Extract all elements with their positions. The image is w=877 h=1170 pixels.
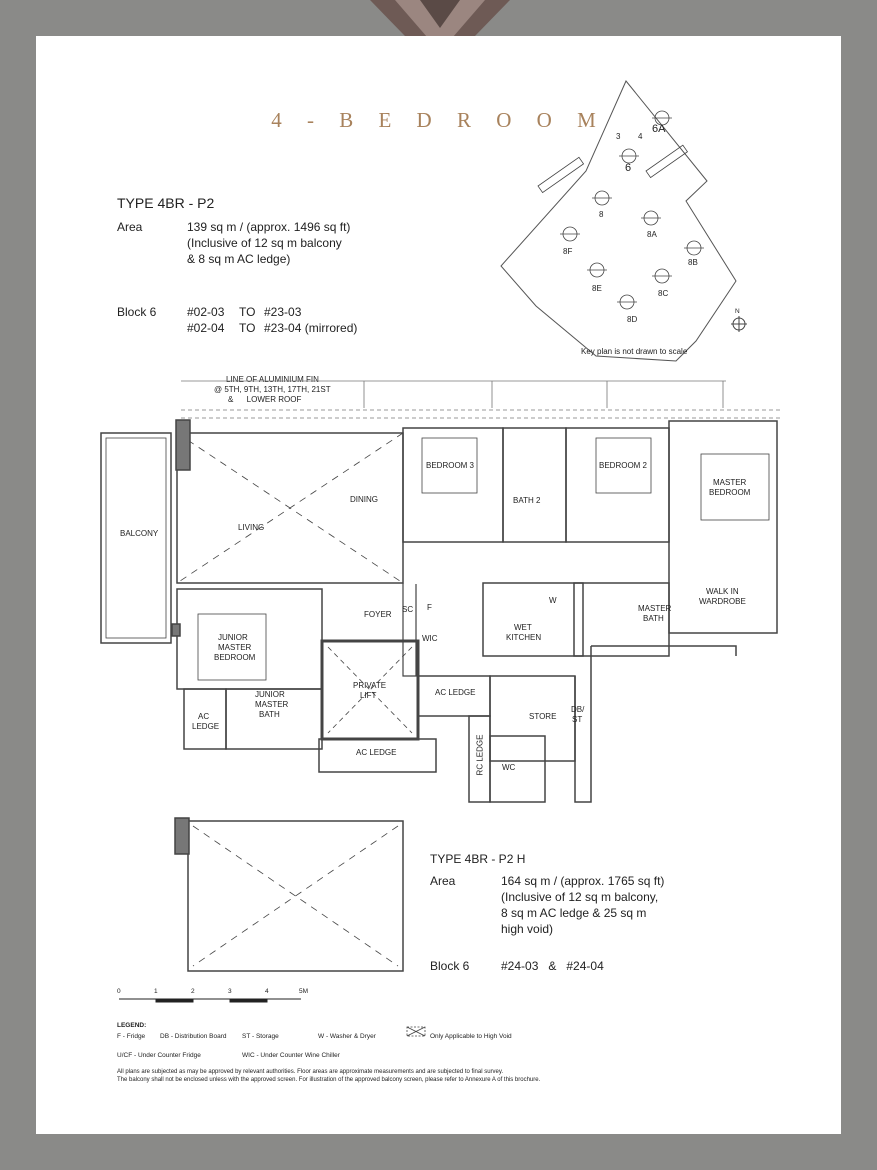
type-p2h-units: #24-03 & #24-04	[501, 959, 604, 973]
room-db-st: ST	[572, 715, 583, 724]
room-bedroom-2: BEDROOM 2	[599, 461, 648, 470]
room-bedroom-3: BEDROOM 3	[426, 461, 475, 470]
scale-tick: 0	[117, 988, 121, 995]
legend-item: DB - Distribution Board	[160, 1033, 227, 1040]
scale-tick: 3	[228, 988, 232, 995]
room-wet-kitchen: KITCHEN	[506, 633, 542, 642]
room-junior-master-bedroom: BEDROOM	[214, 653, 256, 662]
room-balcony: BALCONY	[120, 529, 159, 538]
room-rc-ledge: RC LEDGE	[475, 734, 485, 776]
room-walk-in-wardrobe: WALK IN	[706, 587, 739, 596]
key-block-6: 6	[625, 162, 632, 174]
room-sc: SC	[402, 605, 414, 614]
fin-note-line: LINE OF ALUMINIUM FIN	[226, 375, 319, 384]
room-junior-master-bedroom: JUNIOR	[218, 633, 248, 642]
legend-item: ST - Storage	[242, 1033, 279, 1040]
type-p2h-area-label: Area	[430, 874, 456, 888]
room-junior-master-bedroom: MASTER	[218, 643, 252, 652]
legend-item: W - Washer & Dryer	[318, 1033, 376, 1040]
unit-from: #02-03	[187, 305, 225, 319]
key-block-8b: 8B	[688, 258, 698, 267]
legend-title: LEGEND:	[117, 1022, 147, 1029]
room-ac-ledge-bottom: AC LEDGE	[356, 748, 397, 757]
unit-to-word: TO	[239, 305, 256, 319]
legend-item: F - Fridge	[117, 1033, 146, 1040]
room-junior-master-bath: MASTER	[255, 700, 289, 709]
type-p2h-heading: TYPE 4BR - P2 H	[430, 852, 526, 866]
key-plan-note: Key plan is not drawn to scale	[581, 347, 688, 356]
room-private-lift: LIFT	[360, 691, 377, 700]
type-p2-area-line: & 8 sq m AC ledge)	[187, 252, 291, 266]
key-block-4: 4	[638, 132, 643, 141]
room-db-st: DB/	[571, 705, 585, 714]
unit-to: #23-03	[264, 305, 302, 319]
scale-tick: 5M	[299, 988, 309, 995]
room-bath-2: BATH 2	[513, 496, 541, 505]
room-ac-ledge-left: AC	[198, 712, 210, 721]
legend-item: U/CF - Under Counter Fridge	[117, 1052, 201, 1059]
fin-note-line: @ 5TH, 9TH, 13TH, 17TH, 21ST	[214, 385, 331, 394]
key-block-8d: 8D	[627, 315, 638, 324]
room-fridge: F	[427, 603, 432, 612]
type-p2-heading: TYPE 4BR - P2	[117, 195, 215, 211]
room-foyer: FOYER	[364, 610, 392, 619]
type-p2h-block-label: Block 6	[430, 959, 470, 973]
north-label: N	[735, 308, 740, 315]
unit-from: #02-04	[187, 321, 225, 335]
key-block-6a: 6A	[652, 123, 666, 135]
room-ac-ledge-left: LEDGE	[192, 722, 220, 731]
key-block-8: 8	[599, 210, 604, 219]
type-p2-area-line: (Inclusive of 12 sq m balcony	[187, 236, 342, 250]
key-block-3: 3	[616, 132, 621, 141]
room-junior-master-bath: BATH	[259, 710, 280, 719]
room-walk-in-wardrobe: WARDROBE	[699, 597, 746, 606]
room-junior-master-bath: JUNIOR	[255, 690, 285, 699]
room-master-bedroom: BEDROOM	[709, 488, 751, 497]
type-p2h-area-line: 164 sq m / (approx. 1765 sq ft)	[501, 874, 665, 888]
page-title: 4 - B E D R O O M	[271, 108, 606, 132]
room-store: STORE	[529, 712, 557, 721]
key-block-8a: 8A	[647, 230, 657, 239]
scale-tick: 2	[191, 988, 195, 995]
room-living: LIVING	[238, 523, 265, 532]
unit-to: #23-04 (mirrored)	[264, 321, 358, 335]
room-ac-ledge-mid: AC LEDGE	[435, 688, 476, 697]
disclaimer-line: The balcony shall not be enclosed unless with the approved screen. For illustration of the approved balcony screen, please refer to Annexure A of this brochure.	[117, 1077, 541, 1083]
room-master-bedroom: MASTER	[713, 478, 747, 487]
room-dining: DINING	[350, 495, 378, 504]
fin-note-line: & LOWER ROOF	[228, 395, 302, 404]
room-wic: WIC	[422, 634, 438, 643]
type-p2h-area-line: high void)	[501, 922, 554, 936]
key-block-8f: 8F	[563, 247, 573, 256]
room-master-bath: MASTER	[638, 604, 672, 613]
unit-to-word: TO	[239, 321, 256, 335]
room-private-lift: PRIVATE	[353, 681, 387, 690]
legend-item: WIC - Under Counter Wine Chiller	[242, 1052, 340, 1059]
scale-tick: 4	[265, 988, 269, 995]
key-block-8e: 8E	[592, 284, 602, 293]
room-wet-kitchen: WET	[514, 623, 532, 632]
type-p2-block-label: Block 6	[117, 305, 157, 319]
room-washer: W	[549, 596, 557, 605]
brochure-page	[36, 36, 841, 1134]
room-wc: WC	[502, 763, 516, 772]
room-master-bath: BATH	[643, 614, 664, 623]
key-block-8c: 8C	[658, 289, 669, 298]
type-p2-area-label: Area	[117, 220, 143, 234]
legend-item: Only Applicable to High Void	[430, 1033, 512, 1040]
type-p2-area-line: 139 sq m / (approx. 1496 sq ft)	[187, 220, 351, 234]
type-p2h-area-line: 8 sq m AC ledge & 25 sq m	[501, 906, 647, 920]
disclaimer-line: All plans are subjected as may be approved by relevant authorities. Floor areas are approximate measurements and are subjected to final survey.	[117, 1069, 504, 1075]
scale-tick: 1	[154, 988, 158, 995]
type-p2h-area-line: (Inclusive of 12 sq m balcony,	[501, 890, 659, 904]
